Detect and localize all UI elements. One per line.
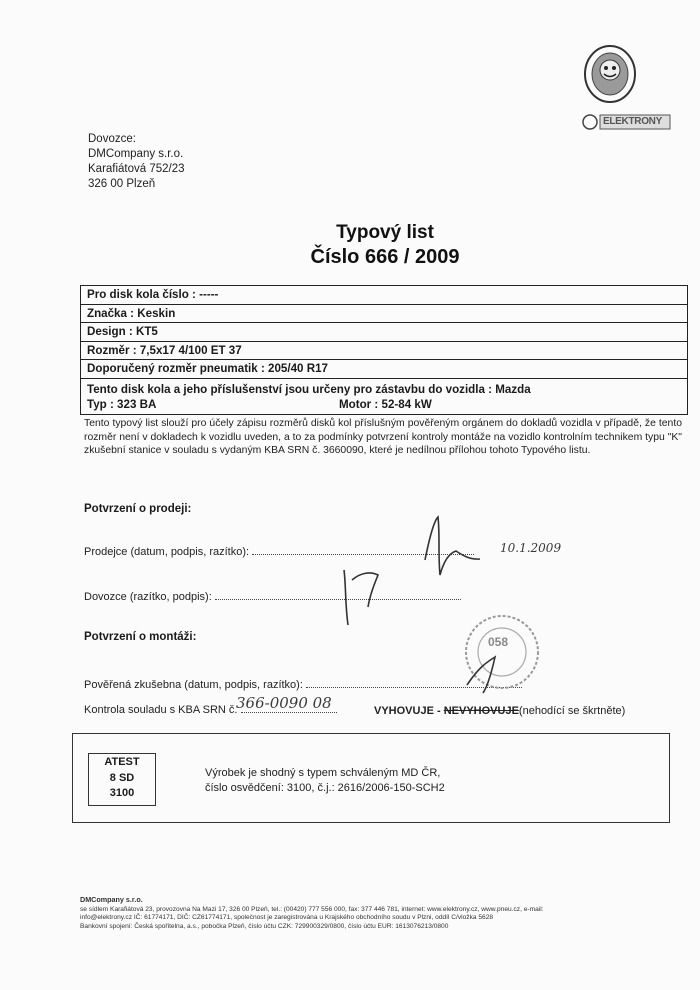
footer-line1: se sídlem Karafiátová 23, provozovna Na Mazi 17, 326 00 Plzeň, tel.: (00420) 777 556 000, fax: 377 446 781, internet: www.elektrony.cz, www.pneu.cz, e-mail:: [80, 905, 544, 913]
mount-result: [374, 705, 625, 717]
spec-vehicle: [81, 379, 687, 414]
mount-heading: Potvrzení o montáži:: [84, 631, 197, 643]
spec-table: [80, 285, 688, 415]
importer-label: Dovozce:: [88, 133, 136, 145]
result-pass: VYHOVUJE: [374, 705, 434, 717]
spec-motor: Motor : 52-84 kW: [339, 397, 432, 411]
atest-line1: ATEST: [104, 756, 140, 768]
spec-design: Design : KT5: [81, 323, 687, 342]
result-fail: NEVYHOVUJE: [443, 705, 519, 717]
footer-line3: Bankovní spojení: Česká spořitelna, a.s., pobočka Plzeň, číslo účtu CZK: 729900329/0800, číslo účtu EUR: 1613076213/0800: [80, 923, 449, 931]
result-note: (nehodící se škrtněte): [518, 705, 626, 717]
atest-line2: 8 SD: [109, 771, 135, 784]
importer-sign-label: Dovozce (razítko, podpis):: [84, 591, 212, 603]
document-number: Číslo 666 / 2009: [310, 246, 460, 268]
spec-size: Rozměr : 7,5x17 4/100 ET 37: [81, 342, 687, 361]
kba-handwritten: 366-0090 08: [236, 694, 332, 712]
spec-purpose: Tento disk kola a jeho příslušenství jsou určeny pro zástavbu do vozidla : Mazda: [87, 382, 531, 396]
company-logo: [572, 42, 672, 137]
importer-company: DMCompany s.r.o.: [88, 148, 184, 160]
spec-tyre: Doporučený rozměr pneumatik : 205/40 R17: [81, 360, 687, 379]
handwritten-date: 10.1.2009: [500, 541, 562, 555]
stamp-icon: [457, 607, 547, 697]
logo-brand-text: ELEKTRONY: [603, 116, 662, 127]
sale-heading: Potvrzení o prodeji:: [84, 503, 192, 515]
footer: [80, 896, 680, 932]
importer-city: 326 00 Plzeň: [88, 178, 156, 190]
seller-label: Prodejce (datum, podpis, razítko):: [84, 546, 250, 558]
usage-paragraph: Tento typový list slouží pro účely zápisu rozměrů disků kol příslušným pověřeným orgánem do dokladů vozidla v případě, že tento rozměr není v dokladech k vozidlu uveden, a to za podmínky potvrzení kontroly montáže na vozidlo kontrolním technikem typu "K" zkušební stanice v souladu s vydaným KBA SRN č. 3660090, které je nedílnou přílohou tohoto Typového listu.: [84, 418, 682, 456]
conformity-text: [205, 766, 445, 796]
kba-label: Kontrola souladu s KBA SRN č.: [84, 704, 238, 716]
atest-line3: 3100: [109, 787, 135, 799]
result-separator: -: [436, 705, 441, 717]
certificate-number: číslo osvědčení: 3100, č.j.: 2616/2006-150-SCH2: [205, 782, 445, 794]
stamp-text: 058: [488, 635, 509, 649]
station-label: Pověřená zkušebna (datum, podpis, razítko):: [84, 679, 303, 691]
atest-badge: [88, 753, 156, 806]
document-title: Typový list: [336, 222, 434, 243]
spec-brand: Značka : Keskin: [81, 305, 687, 324]
importer-address: [88, 132, 185, 192]
footer-line2: info@elektrony.cz IČ: 61774171, DIČ: CZ61774171, společnost je zaregistrována u Krajského obchodního soudu v Plzni, oddíl C/vložka 5628: [80, 914, 494, 922]
spec-type: Typ : 323 BA: [87, 397, 157, 411]
importer-street: Karafiátová 752/23: [88, 163, 185, 175]
footer-company: DMCompany s.r.o.: [80, 895, 143, 904]
conformity-statement: Výrobek je shodný s typem schváleným MD ČR,: [205, 767, 441, 779]
spec-disk-number: Pro disk kola číslo : -----: [81, 286, 687, 305]
